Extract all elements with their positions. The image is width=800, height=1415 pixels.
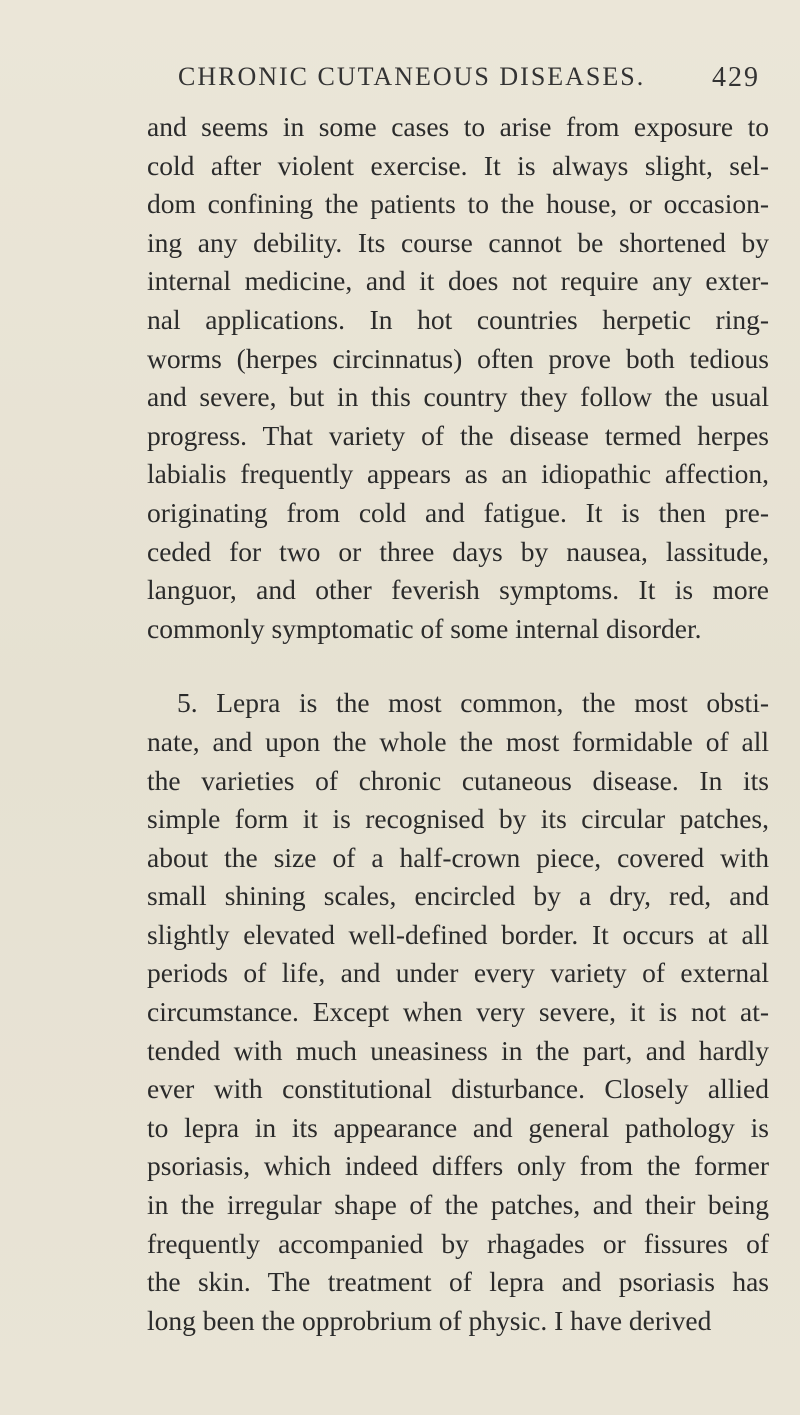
text-line: simple form it is recognised by its circular patches, (147, 803, 769, 835)
page-number: 429 (712, 62, 760, 93)
text-line: ceded for two or three days by nausea, lassitude, (147, 535, 769, 567)
text-line: the skin. The treatment of lepra and psoriasis has (147, 1266, 769, 1298)
running-header (170, 62, 760, 102)
text-line: frequently accompanied by rhagades or fissures of (147, 1227, 769, 1259)
text-line: the varieties of chronic cutaneous disease. In its (147, 764, 769, 796)
text-line: originating from cold and fatigue. It is then pre- (147, 496, 769, 528)
text-line: slightly elevated well-defined border. It occurs at all (147, 918, 769, 950)
text-line: and seems in some cases to arise from exposure to (147, 111, 769, 142)
text-line: ing any debility. Its course cannot be shortened by (147, 226, 769, 258)
text-line: cold after violent exercise. It is always slight, sel- (147, 149, 769, 181)
text-line: nal applications. In hot countries herpetic ring- (147, 303, 769, 335)
text-line: psoriasis, which indeed differs only from the former (147, 1150, 769, 1182)
text-line: long been the opprobrium of physic. I have derived (147, 1304, 712, 1336)
text-line: dom confining the patients to the house, or occasion- (147, 188, 769, 220)
text-line: nate, and upon the whole the most formidable of all (147, 725, 769, 757)
text-line: circumstance. Except when very severe, it is not at- (147, 996, 769, 1028)
text-line: about the size of a half-crown piece, covered with (147, 841, 769, 873)
text-line: in the irregular shape of the patches, and their being (147, 1189, 769, 1221)
paragraph-gap (147, 648, 769, 684)
text-line: small shining scales, encircled by a dry, red, and (147, 880, 769, 912)
text-line: ever with constitutional disturbance. Closely allied (147, 1073, 769, 1105)
paragraph-lepra (147, 684, 769, 1340)
paragraph-herpes (147, 108, 769, 648)
text-line: internal medicine, and it does not require any exter- (147, 265, 769, 297)
running-title: CHRONIC CUTANEOUS DISEASES. (178, 62, 646, 91)
text-line: tended with much uneasiness in the part, and hardly (147, 1034, 769, 1066)
text-line: labialis frequently appears as an idiopathic affection, (147, 458, 769, 490)
text-line: commonly symptomatic of some internal disorder. (147, 612, 702, 644)
text-line: periods of life, and under every variety of external (147, 957, 769, 989)
text-line: languor, and other feverish symptoms. It is more (147, 574, 769, 606)
body-text (147, 108, 769, 1340)
text-line: worms (herpes circinnatus) often prove both tedious (147, 342, 769, 374)
text-line: progress. That variety of the disease termed herpes (147, 419, 769, 451)
text-line: 5. Lepra is the most common, the most obsti- (177, 687, 769, 719)
text-line: to lepra in its appearance and general pathology is (147, 1111, 769, 1143)
text-line: and severe, but in this country they follow the usual (147, 381, 769, 413)
